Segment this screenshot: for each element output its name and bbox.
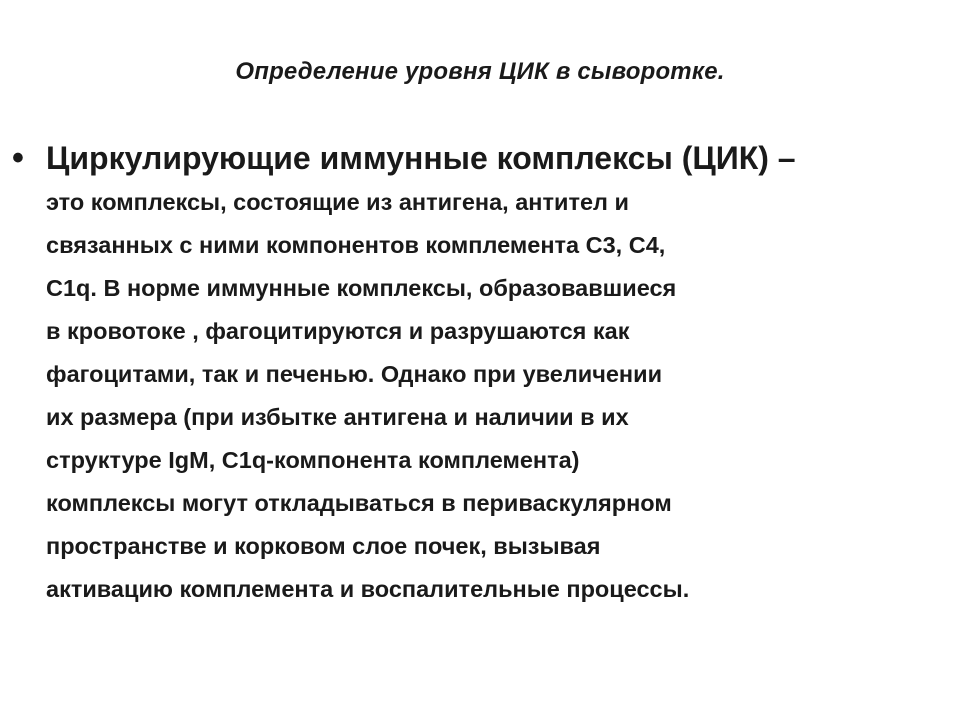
bullet-point-icon: • <box>12 139 24 177</box>
bullet-line: комплексы могут откладываться в периваскулярном <box>46 490 672 516</box>
bullet-line: связанных с ними компонентов комплемента С3, С4, <box>46 232 666 258</box>
bullet-line: фагоцитами, так и печенью. Однако при увеличении <box>46 361 663 387</box>
bullet-lead-text: Циркулирующие иммунные комплексы (ЦИК) – <box>46 140 796 176</box>
bullet-body <box>46 181 926 611</box>
bullet-line: С1q. В норме иммунные комплексы, образовавшиеся <box>46 275 677 301</box>
bullet-line: это комплексы, состоящие из антигена, антител и <box>46 189 629 215</box>
bullet-line: их размера (при избытке антигена и наличии в их <box>46 404 629 430</box>
slide-title: Определение уровня ЦИК в сыворотке. <box>235 58 725 85</box>
bullet-line: пространстве и корковом слое почек, вызывая <box>46 533 601 559</box>
bullet-line: в кровотоке , фагоцитируются и разрушаются как <box>46 318 630 344</box>
bullet-line: структуре IgM, C1q-компонента комплемента) <box>46 447 580 473</box>
bullet-line: активацию комплемента и воспалительные процессы. <box>46 576 690 602</box>
